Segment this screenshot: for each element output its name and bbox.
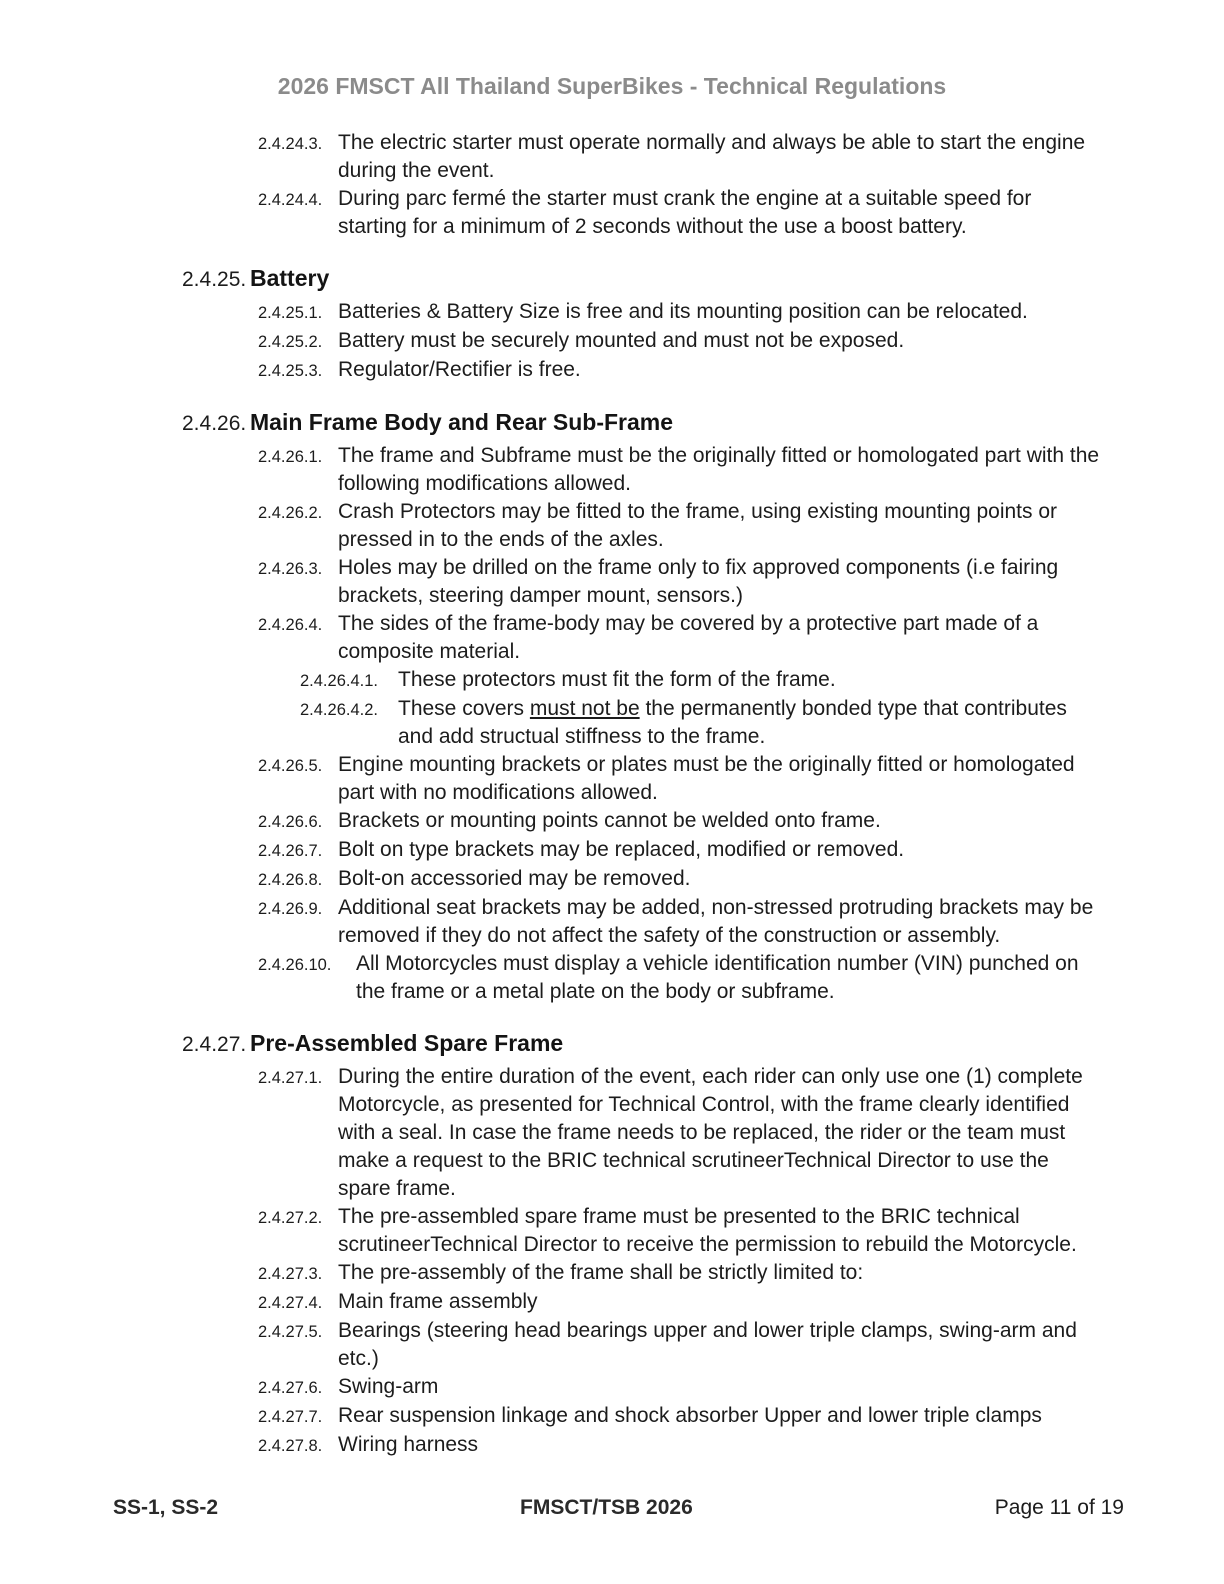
regulation-item	[258, 298, 1106, 327]
item-text-segment: These covers	[398, 697, 530, 720]
regulation-item	[258, 1288, 1106, 1317]
item-text-segment: the permanently bonded type that contributes and add structual stiffness to the frame.	[398, 697, 1067, 748]
item-number: 2.4.25.2.	[258, 333, 323, 351]
item-text: The sides of the frame-body may be covered by a protective part made of a composite material.	[338, 612, 1039, 663]
item-number: 2.4.27.2.	[258, 1209, 323, 1227]
item-text: Holes may be drilled on the frame only to fix approved components (i.e fairing brackets, steering damper mount, sensors.)	[338, 556, 1059, 607]
section-title: Main Frame Body and Rear Sub-Frame	[250, 409, 674, 435]
footer-doc-code: FMSCT/TSB 2026	[520, 1496, 693, 1519]
item-text: During the entire duration of the event, each rider can only use one (1) complete Motorcycle, as presented for Technical Control, with the frame clearly identified with a seal. In case the frame needs to be replaced, the rider or the team must make a request to the BRIC technical scrutineerTechnical Director to use the spare frame.	[338, 1065, 1083, 1200]
item-number: 2.4.25.3.	[258, 362, 323, 380]
item-text: Batteries & Battery Size is free and its mounting position can be relocated.	[338, 300, 1028, 323]
regulation-item	[258, 894, 1106, 950]
item-number: 2.4.25.1.	[258, 304, 323, 322]
section-heading	[182, 407, 1224, 439]
item-text: Bearings (steering head bearings upper and lower triple clamps, swing-arm and etc.)	[338, 1319, 1077, 1370]
regulation-item	[258, 865, 1106, 894]
section-number: 2.4.26.	[182, 412, 247, 435]
regulation-item	[258, 1317, 1106, 1373]
item-text: Battery must be securely mounted and must not be exposed.	[338, 329, 905, 352]
item-text: Regulator/Rectifier is free.	[338, 358, 581, 381]
item-number: 2.4.27.6.	[258, 1379, 323, 1397]
regulation-item	[258, 554, 1106, 610]
section-heading	[182, 1028, 1224, 1060]
item-text: Bolt-on accessoried may be removed.	[338, 867, 691, 890]
item-number: 2.4.27.8.	[258, 1437, 323, 1455]
item-text: Wiring harness	[338, 1433, 479, 1456]
item-number: 2.4.27.1.	[258, 1069, 323, 1087]
item-text	[398, 695, 1090, 751]
regulation-subitem	[300, 666, 1090, 695]
item-text: During parc fermé the starter must crank the engine at a suitable speed for starting for a minimum of 2 seconds without the use a boost battery.	[338, 187, 1032, 238]
item-number: 2.4.27.4.	[258, 1294, 323, 1312]
item-number: 2.4.26.8.	[258, 871, 323, 889]
item-text: The pre-assembly of the frame shall be strictly limited to:	[338, 1261, 864, 1284]
regulation-item	[258, 836, 1106, 865]
regulation-item	[258, 1373, 1106, 1402]
footer-page-number: Page 11 of 19	[994, 1496, 1124, 1519]
item-text: Main frame assembly	[338, 1290, 538, 1313]
regulation-item	[258, 185, 1106, 241]
regulation-item	[258, 950, 1106, 1006]
item-number: 2.4.26.3.	[258, 560, 323, 578]
page-footer	[113, 1494, 1124, 1522]
item-number: 2.4.26.4.1.	[300, 672, 378, 690]
item-text: Rear suspension linkage and shock absorber Upper and lower triple clamps	[338, 1404, 1042, 1427]
regulation-item	[258, 610, 1106, 666]
regulation-item	[258, 807, 1106, 836]
item-number: 2.4.27.7.	[258, 1408, 323, 1426]
regulation-item	[258, 1259, 1106, 1288]
item-number: 2.4.27.3.	[258, 1265, 323, 1283]
regulation-subitem	[300, 695, 1090, 751]
regulation-item	[258, 442, 1106, 498]
regulation-item	[258, 1063, 1106, 1203]
footer-class-label: SS-1, SS-2	[113, 1496, 219, 1519]
item-number: 2.4.26.4.2.	[300, 701, 378, 719]
item-text: All Motorcycles must display a vehicle identification number (VIN) punched on the frame or a metal plate on the body or subframe.	[356, 952, 1079, 1003]
regulation-item	[258, 751, 1106, 807]
item-text: The pre-assembled spare frame must be presented to the BRIC technical scrutineerTechnical Director to receive the permission to rebuild the Motorcycle.	[338, 1205, 1077, 1256]
underlined-text: must not be	[529, 697, 640, 720]
regulation-item	[258, 327, 1106, 356]
item-text: Brackets or mounting points cannot be welded onto frame.	[338, 809, 881, 832]
item-number: 2.4.26.1.	[258, 448, 323, 466]
regulation-item	[258, 1402, 1106, 1431]
section-number: 2.4.25.	[182, 268, 247, 291]
document-title: 2026 FMSCT All Thailand SuperBikes - Technical Regulations	[277, 73, 947, 99]
item-number: 2.4.24.4.	[258, 191, 323, 209]
section-heading	[182, 263, 1224, 295]
section-title: Pre-Assembled Spare Frame	[250, 1030, 564, 1056]
regulation-item	[258, 356, 1106, 385]
item-text: Bolt on type brackets may be replaced, modified or removed.	[338, 838, 905, 861]
item-number: 2.4.26.10.	[258, 956, 332, 974]
item-text: The frame and Subframe must be the originally fitted or homologated part with the following modifications allowed.	[338, 444, 1100, 495]
item-number: 2.4.27.5.	[258, 1323, 323, 1341]
item-text: Additional seat brackets may be added, non-stressed protruding brackets may be removed if they do not affect the safety of the construction or assembly.	[338, 896, 1094, 947]
item-number: 2.4.26.6.	[258, 813, 323, 831]
item-number: 2.4.26.9.	[258, 900, 323, 918]
section-number: 2.4.27.	[182, 1033, 247, 1056]
item-text: The electric starter must operate normally and always be able to start the engine during the event.	[338, 131, 1086, 182]
item-number: 2.4.26.7.	[258, 842, 323, 860]
regulation-item	[258, 498, 1106, 554]
item-text: Crash Protectors may be fitted to the frame, using existing mounting points or pressed in to the ends of the axles.	[338, 500, 1058, 551]
item-number: 2.4.26.4.	[258, 616, 323, 634]
item-number: 2.4.24.3.	[258, 135, 323, 153]
section-title: Battery	[250, 265, 330, 291]
regulation-item	[258, 129, 1106, 185]
item-text: Swing-arm	[338, 1375, 439, 1398]
item-number: 2.4.26.5.	[258, 757, 323, 775]
item-number: 2.4.26.2.	[258, 504, 323, 522]
regulation-item	[258, 1431, 1106, 1460]
item-text: Engine mounting brackets or plates must be the originally fitted or homologated part with no modifications allowed.	[338, 753, 1075, 804]
regulation-item	[258, 1203, 1106, 1259]
item-text: These protectors must fit the form of the frame.	[398, 668, 836, 691]
